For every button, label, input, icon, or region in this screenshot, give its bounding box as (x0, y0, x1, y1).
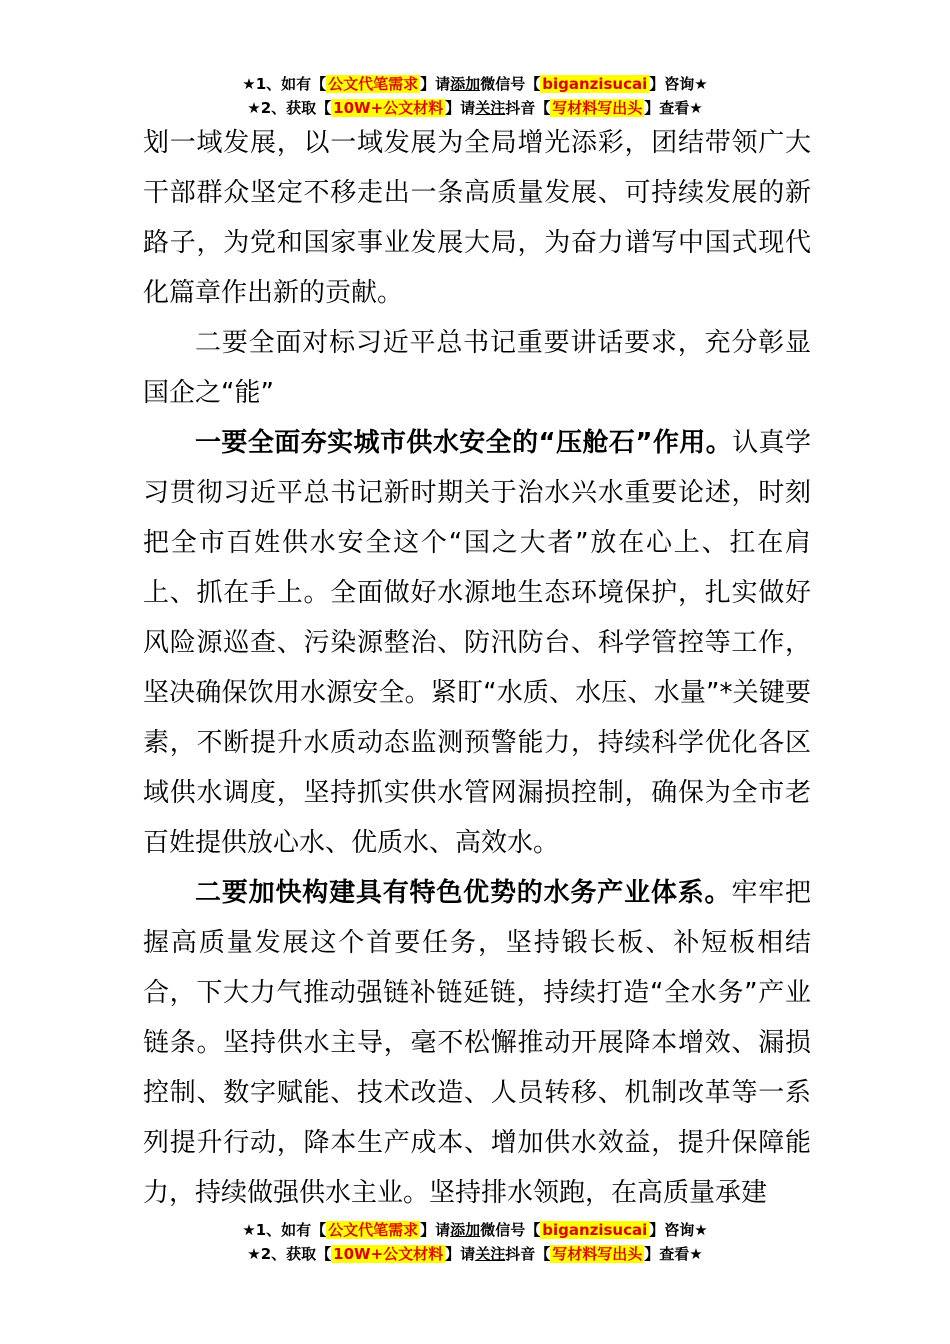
highlight-materials: 10W+公文材料 (333, 99, 444, 117)
star-icon: ★ (689, 99, 703, 117)
paragraph-1: 划一域发展，以一域发展为全局增光添彩，团结带领广大干部群众坚定不移走出一条高质量发展、可持续发展的新路子，为党和国家事业发展大局，为奋力谱写中国式现代化篇章作出新的贡献。 (143, 128, 811, 308)
highlight-douyin: 写材料写出头 (552, 1245, 643, 1263)
star-icon: ★ (247, 99, 261, 117)
document-body (143, 118, 811, 1218)
highlight-wechat-id: biganzisucai (542, 1221, 648, 1239)
banner-line-1: ★1、如有【 公文代笔需求 】请添加微信号【 biganzisucai 】咨询★ (242, 75, 708, 93)
highlight-service: 公文代笔需求 (328, 75, 419, 93)
banner-line-1: ★1、如有【 公文代笔需求 】请添加微信号【 biganzisucai 】咨询★ (242, 1221, 708, 1239)
banner-line-2: ★2、获取【 10W+公文材料 】请关注抖音【 写材料写出头 】查看★ (247, 99, 703, 117)
star-icon: ★ (247, 1245, 261, 1263)
paragraph-2: 二要全面对标习近平总书记重要讲话要求，充分彰显国企之“能” (143, 328, 811, 408)
star-icon: ★ (242, 75, 256, 93)
footer-banner (0, 1218, 950, 1266)
highlight-service: 公文代笔需求 (328, 1221, 419, 1239)
star-icon: ★ (694, 75, 708, 93)
highlight-douyin: 写材料写出头 (552, 99, 643, 117)
paragraph-4-heading: 二要加快构建具有特色优势的水务产业体系。 (195, 878, 732, 908)
paragraph-3-heading: 一要全面夯实城市供水安全的“压舱石”作用。 (195, 428, 733, 458)
highlight-materials: 10W+公文材料 (333, 1245, 444, 1263)
star-icon: ★ (242, 1221, 256, 1239)
star-icon: ★ (694, 1221, 708, 1239)
paragraph-3-text: 认真学习贯彻习近平总书记新时期关于治水兴水重要论述，时刻把全市百姓供水安全这个“国之大者”放在心上、扛在肩上、抓在手上。全面做好水源地生态环境保护，扎实做好风险源巡查、污染源整治、防汛防台、科学管控等工作，坚决确保饮用水源安全。紧盯“水质、水压、水量”*关键要素，不断提升水质动态监测预警能力，持续科学优化各区域供水调度，坚持抓实供水管网漏损控制，确保为全市老百姓提供放心水、优质水、高效水。 (143, 428, 811, 858)
star-icon: ★ (689, 1245, 703, 1263)
banner-line-2: ★2、获取【 10W+公文材料 】请关注抖音【 写材料写出头 】查看★ (247, 1245, 703, 1263)
paragraph-3 (143, 418, 811, 868)
highlight-wechat-id: biganzisucai (542, 75, 648, 93)
header-banner (0, 72, 950, 120)
paragraph-4-text: 牢牢把握高质量发展这个首要任务，坚持锻长板、补短板相结合，下大力气推动强链补链延链，持续打造“全水务”产业链条。坚持供水主导，毫不松懈推动开展降本增效、漏损控制、数字赋能、技术改造、人员转移、机制改革等一系列提升行动，降本生产成本、增加供水效益，提升保障能力，持续做强供水主业。坚持排水领跑，在高质量承建 (143, 878, 811, 1208)
paragraph-4 (143, 868, 811, 1218)
